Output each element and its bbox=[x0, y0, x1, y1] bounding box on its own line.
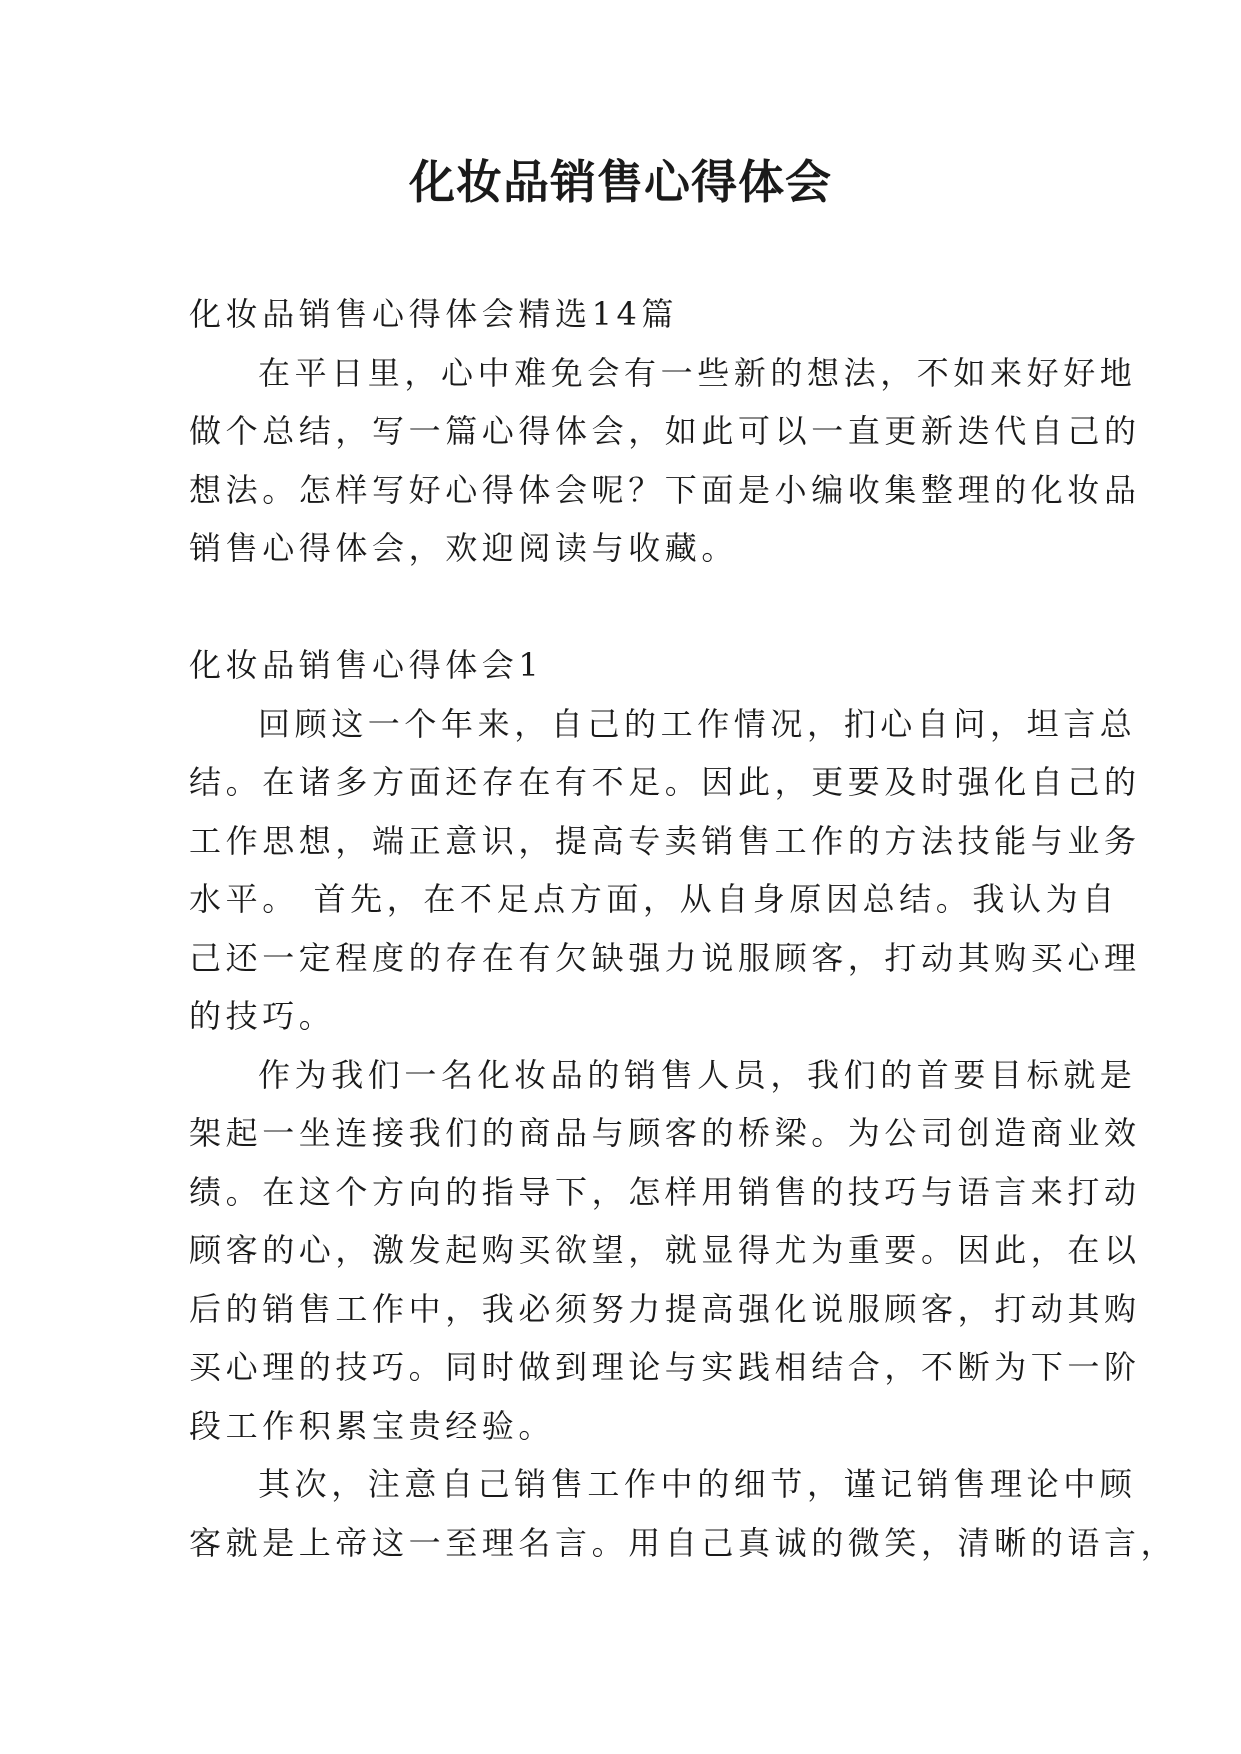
blank-line bbox=[189, 578, 1055, 637]
paragraph-line: 工作思想，端正意识，提高专卖销售工作的方法技能与业务 bbox=[189, 821, 1141, 860]
paragraph-line: 销售心得体会，欢迎阅读与收藏。 bbox=[189, 529, 739, 567]
document-subtitle: 化妆品销售心得体会精选14篇 bbox=[189, 295, 679, 333]
paragraph-line: 己还一定程度的存在有欠缺强力说服顾客，打动其购买心理 bbox=[189, 938, 1141, 977]
paragraph-line: 买心理的技巧。同时做到理论与实践相结合，不断为下一阶 bbox=[189, 1348, 1141, 1386]
paragraph-line: 其次，注意自己销售工作中的细节，谨记销售理论中顾 bbox=[258, 1465, 1137, 1503]
paragraph-line: 在平日里，心中难免会有一些新的想法，不如来好好地 bbox=[258, 353, 1137, 392]
section-heading: 化妆品销售心得体会1 bbox=[189, 646, 544, 684]
intro-paragraph bbox=[189, 344, 1141, 578]
document-title: 化妆品销售心得体会 bbox=[409, 155, 832, 209]
paragraph-line: 水平。 首先，在不足点方面，从自身原因总结。我认为自 bbox=[189, 880, 1119, 918]
paragraph-2 bbox=[189, 1046, 1141, 1456]
paragraph-line: 后的销售工作中，我必须努力提高强化说服顾客，打动其购 bbox=[189, 1289, 1141, 1328]
paragraph-line: 的技巧。 bbox=[189, 997, 336, 1035]
paragraph-line: 绩。在这个方向的指导下，怎样用销售的技巧与语言来打动 bbox=[189, 1172, 1141, 1211]
paragraph-line: 客就是上帝这一至理名言。用自己真诚的微笑，清晰的语言， bbox=[189, 1523, 1178, 1562]
paragraph-line: 架起一坐连接我们的商品与顾客的桥梁。为公司创造商业效 bbox=[189, 1114, 1141, 1152]
paragraph-line: 作为我们一名化妆品的销售人员，我们的首要目标就是 bbox=[258, 1055, 1137, 1094]
paragraph-line: 顾客的心，激发起购买欲望，就显得尤为重要。因此，在以 bbox=[189, 1231, 1141, 1269]
paragraph-line: 回顾这一个年来，自己的工作情况，扪心自问，坦言总 bbox=[258, 704, 1137, 743]
paragraph-line: 段工作积累宝贵经验。 bbox=[189, 1406, 556, 1445]
paragraph-line: 做个总结，写一篇心得体会，如此可以一直更新迭代自己的 bbox=[189, 412, 1141, 450]
paragraph-line: 想法。怎样写好心得体会呢？下面是小编收集整理的化妆品 bbox=[189, 470, 1141, 509]
document-body bbox=[189, 285, 1178, 1572]
paragraph-1 bbox=[189, 695, 1141, 1046]
paragraph-3 bbox=[189, 1455, 1178, 1572]
paragraph-line: 结。在诸多方面还存在有不足。因此，更要及时强化自己的 bbox=[189, 763, 1141, 801]
